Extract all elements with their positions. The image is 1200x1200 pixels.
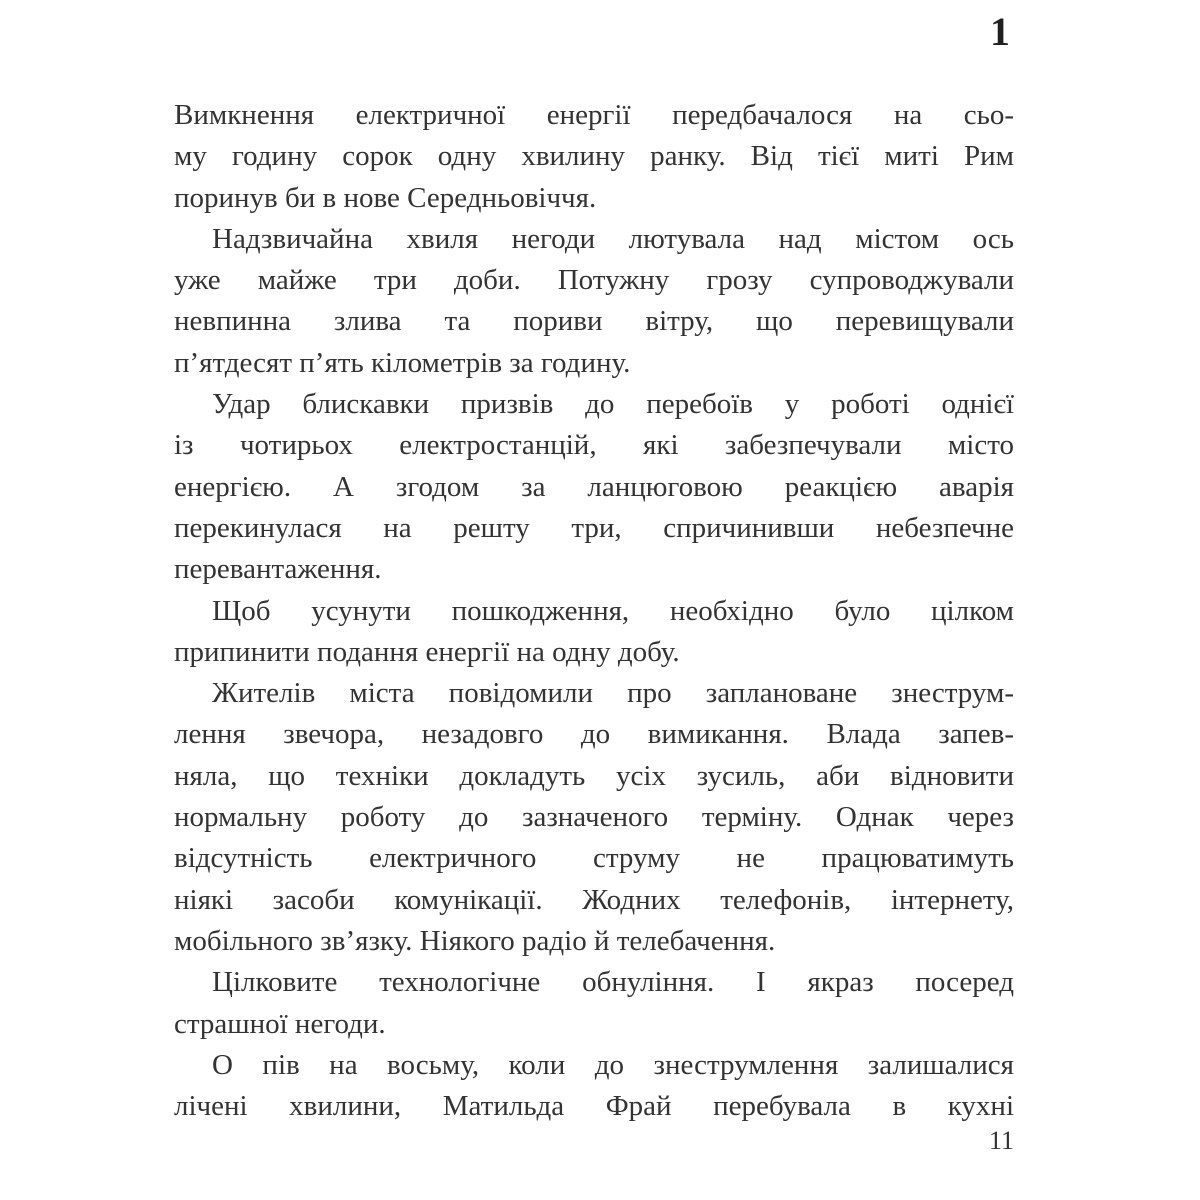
text-line: п’ятдесят п’ять кілометрів за годину. — [174, 346, 631, 379]
text-line: перевантаження. — [174, 553, 382, 586]
text-line: нормальну роботу до зазначеного терміну. Однак через — [174, 801, 1014, 834]
text-line: ніякі засоби комунікації. Жодних телефонів, інтернету, — [174, 883, 1014, 916]
text-line: невпинна злива та пориви вітру, що перевищували — [174, 305, 1014, 338]
text-line: му годину сорок одну хвилину ранку. Від тієї миті Рим — [174, 140, 1014, 173]
text-line: поринув би в нове Середньовіччя. — [174, 181, 597, 214]
text-line: Вимкнення електричної енергії передбачалося на сьо- — [174, 99, 1014, 131]
text-line: лічені хвилини, Матильда Фрай перебувала в кухні — [174, 1090, 1014, 1123]
text-line: страшної негоди. — [174, 1007, 386, 1040]
chapter-number: 1 — [990, 9, 1010, 54]
text-line: Жителів міста повідомили про заплановане знеструм- — [212, 677, 1014, 710]
text-line: енергією. А згодом за ланцюговою реакцією аварія — [174, 470, 1014, 503]
text-line: припинити подання енергії на одну добу. — [174, 635, 680, 668]
text-line: Цілковите технологічне обнуління. І якраз посеред — [212, 966, 1014, 999]
text-line: няла, що техніки докладуть усіх зусиль, аби відновити — [174, 759, 1014, 792]
text-line: мобільного зв’язку. Ніякого радіо й телебачення. — [174, 924, 776, 957]
text-line: уже майже три доби. Потужну грозу супроводжували — [174, 264, 1014, 297]
body-text — [174, 95, 1014, 1127]
text-line: Удар блискавки призвів до перебоїв у роботі однієї — [212, 388, 1014, 421]
text-line: відсутність електричного струму не працюватимуть — [174, 842, 1014, 875]
text-line: перекинулася на решту три, спричинивши небезпечне — [174, 511, 1014, 544]
text-line: Щоб усунути пошкодження, необхідно було цілком — [212, 594, 1014, 627]
text-line: О пів на восьму, коли до знеструмлення залишалися — [212, 1048, 1014, 1081]
text-line: лення звечора, незадовго до вимикання. Влада запев- — [174, 718, 1014, 751]
text-line: із чотирьох електростанцій, які забезпечували місто — [174, 429, 1014, 462]
page-number: 11 — [988, 1126, 1014, 1155]
text-line: Надзвичайна хвиля негоди лютувала над містом ось — [212, 222, 1014, 255]
